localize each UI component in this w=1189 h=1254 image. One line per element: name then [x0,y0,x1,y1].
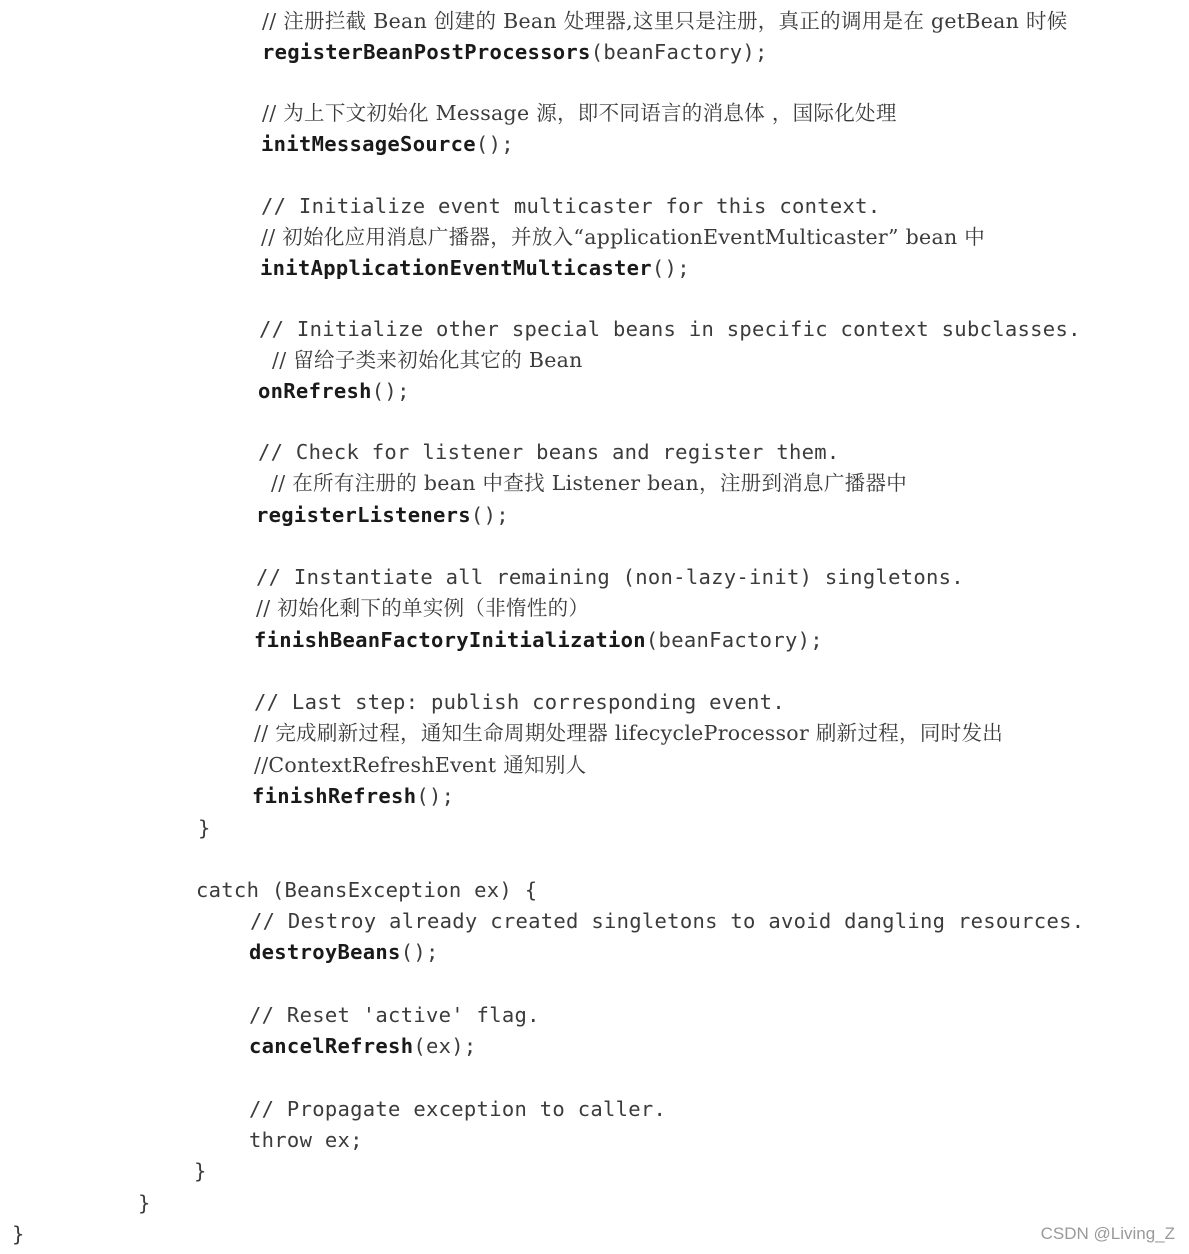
call-cancel-refresh [249,1031,477,1061]
method-args: (); [470,503,509,527]
call-register-listeners [256,500,509,530]
call-finish-refresh [252,781,454,811]
method-name: initApplicationEventMulticaster [260,256,652,280]
method-args: (); [416,784,455,808]
method-name: registerBeanPostProcessors [262,40,591,64]
method-name: cancelRefresh [249,1034,414,1058]
method-args: (ex); [413,1034,477,1058]
comment-propagate-exception: // Propagate exception to caller. [249,1097,667,1121]
comment-initialize-event-multicaster: // Initialize event multicaster for this context. [261,194,881,218]
method-name: initMessageSource [261,132,476,156]
comment-register-listeners-cn: // 在所有注册的 bean 中查找 Listener bean，注册到消息广播器中 [271,471,908,495]
comment-init-message-source: // 为上下文初始化 Message 源，即不同语言的消息体 ，国际化处理 [262,101,897,125]
comment-reset-active-flag: // Reset 'active' flag. [249,1003,540,1027]
throw-statement: throw ex; [249,1128,363,1152]
method-name: destroyBeans [249,940,401,964]
method-args: (beanFactory); [590,40,768,64]
comment-init-application-event-multicaster-cn: // 初始化应用消息广播器，并放入“applicationEventMulticaster” bean 中 [261,225,986,249]
comment-initialize-special-beans: // Initialize other special beans in specific context subclasses. [259,317,1081,341]
call-init-application-event-multicaster [260,253,690,283]
catch-block-close-brace: } [194,1159,207,1183]
call-on-refresh [258,376,410,406]
comment-on-refresh-cn: // 留给子类来初始化其它的 Bean [272,348,583,372]
method-close-brace: } [12,1222,25,1246]
method-args: (); [651,256,690,280]
comment-destroy-singletons: // Destroy already created singletons to avoid dangling resources. [250,909,1085,933]
comment-finish-refresh-cn: // 完成刷新过程，通知生命周期处理器 lifecycleProcessor 刷新过程，同时发出 [254,721,1004,745]
try-block-close-brace: } [198,816,211,840]
method-args: (); [371,379,410,403]
method-name: finishBeanFactoryInitialization [254,628,646,652]
comment-check-listener-beans: // Check for listener beans and register them. [258,440,840,464]
comment-register-bean-post-processors: // 注册拦截 Bean 创建的 Bean 处理器,这里只是注册，真正的调用是在 getBean 时候 [262,9,1068,33]
catch-clause: catch (BeansException ex) { [196,878,538,902]
comment-context-refresh-event: //ContextRefreshEvent 通知别人 [254,753,587,777]
method-name: registerListeners [256,503,471,527]
call-register-bean-post-processors [262,37,768,67]
method-args: (); [475,132,514,156]
method-name: onRefresh [258,379,372,403]
comment-instantiate-singletons: // Instantiate all remaining (non-lazy-init) singletons. [256,565,964,589]
method-args: (beanFactory); [645,628,823,652]
comment-init-singletons-cn: // 初始化剩下的单实例（非惰性的） [256,596,590,620]
call-init-message-source [261,129,514,159]
call-destroy-beans [249,937,439,967]
method-args: (); [400,940,439,964]
synchronized-block-close-brace: } [138,1191,151,1215]
csdn-watermark: CSDN @Living_Z [1040,1224,1175,1243]
comment-last-step: // Last step: publish corresponding event. [254,690,785,714]
call-finish-bean-factory-initialization [254,625,823,655]
method-name: finishRefresh [252,784,417,808]
